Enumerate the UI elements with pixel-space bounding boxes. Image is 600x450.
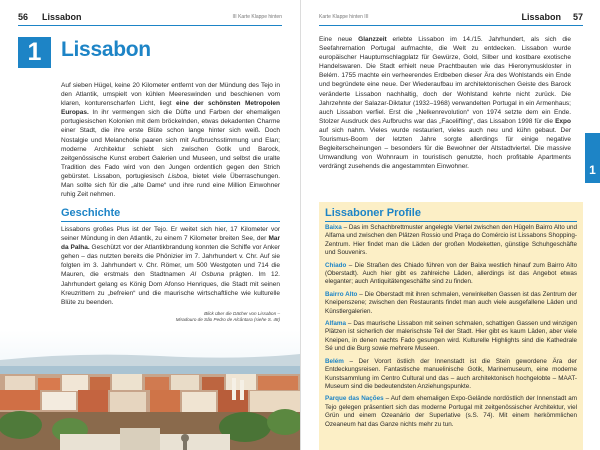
history-heading: Geschichte <box>61 207 121 219</box>
district-name: Alfama <box>325 320 346 328</box>
right-page <box>300 0 600 450</box>
heading-rule <box>61 221 280 222</box>
highlight-text: Glanzzeit <box>358 36 387 43</box>
info-box <box>319 202 583 450</box>
page-header <box>18 10 282 24</box>
header-rule <box>319 25 583 26</box>
history-paragraph: Lissabons großes Plus ist der Tejo. Er weitet sich hier, 17 Kilometer vor seiner Mündung in den Atlantik, zu einem 7 Kilometer breiten See, der Mar da Palha. Geschützt vor der Atlantikbrandung konnten die Schiffe vor Anker gehen – das nutzten bereits die Phönizier im 7. Jahrhundert v. Chr. Auf sie folgten im 3. Jahrhundert v. Chr. Römer, um 500 Westgoten und 714 die Mauren, die erstmals den Stadtnamen Al Osbuna prägten. Im 12. Jahrhundert gelang es König Dom Afonso Henriques, die Stadt mit seinen Kreuzrittern zu „befreien“ und die maurische wirtschaftliche wie kulturelle Blüte zu beenden. <box>61 226 281 306</box>
list-item: Parque das Nações – Auf dem ehemaligen Expo-Gelände nordöstlich der Innenstadt am Tejo gelegen präsentiert sich das moderne Portugal mit zeitgenössischer Architektur, viel Grün und einem Ozeanário der Superlative (s.S. 74). Mit einem herkömmlichen Ozeaneum hat das Ganze nichts mehr zu tun. <box>325 395 577 428</box>
info-box-title: Lissaboner Profile <box>325 207 421 219</box>
highlight-text: Expo <box>555 117 571 125</box>
city-photo <box>0 330 300 450</box>
list-item: Belém – Der Vorort östlich der Innenstadt ist die Stein gewordene Ära der Entdeckungsreisen. Fantastische manuelinische Gotik, Marinemuseum, eine moderne Kunstsammlung im Centro Cultural und das – auch architektonisch hochgelobte – MAAT-Museum sind die bedeutendsten Anziehungspunkte. <box>325 357 577 390</box>
info-box-rule <box>325 221 577 222</box>
history-continued-paragraph: Eine neue Glanzzeit erlebte Lissabon im 14./15. Jahrhundert, als sich die Seefahrernation Portugal aufmachte, die Welt zu entdecken. Lissabon wurde europäischer Hauptumschlagplatz für Gewürze, Gold, Silber und kostbare exotische Handelswaren. Die Stadt erhielt neue Prachtbauten wie das Hieronymuskloster in Belém. 1755 machte ein verheerendes Erdbeben dieser Ära des Wohlstands ein Ende und begründete eine neue. Der Wiederaufbau im architektonischen Geiste des Barock veränderte Lissabon nachhaltig, doch der Wohlstand kehrte nicht zurück. Die Jahrzehnte der Salazar-Diktatur (1932–1968) verwandelten Portugal in ein Armenhaus; auch Lissabon verfiel. Erst die „Nelkenrevolution“ von 1974 setzte dem ein Ende. Stolzer Ausdruck des Aufbruchs war das „Facelifting“, das Lissabon 1998 für die Expo auf sich nahm. Vieles wurde restauriert, vieles auch neu und kühn gebaut. Der Tourismus-Boom der letzten Jahre sorgte allerdings für einige negative Begleiterscheinungen – besonders für die Bewohner der Altstadtviertel. Die massive Umwandlung von Wohnraum in touristisch genutzte, hoch profitable Apartments verdrängt zusehends die angestammten Einwohner. <box>319 36 571 171</box>
section-title: Lissabon <box>42 12 82 22</box>
district-name: Baixa <box>325 224 342 231</box>
photo-caption: Blick über die Dächer von Lissabon – Miradouro de São Pedro de Alcântara (siehe S. 48) <box>175 311 280 323</box>
list-item: Bairro Alto – Die Oberstadt mit ihren schmalen, verwinkelten Gassen ist das Zentrum der Kneipenszene; zwischen den Restaurants findet man auch viele ausgefallene Läden und Künstlergalerien. <box>325 290 577 315</box>
intro-paragraph: Auf sieben Hügel, keine 20 Kilometer entfernt von der Mündung des Tejo in den Atlantik, umspielt von kühlen Meereswinden und beschienen vom klaren, konturenscharfen Licht, liegt eine der schönsten Metropolen Europas. In ihr vermengen sich die Düfte und Farben der ehemaligen portugiesischen Kolonien mit dem bröckelnden, etwas dekadenten Charme einer Stadt, die ihre erste Blüte schon lange hinter sich weiß. Doch Nostalgie und Melancholie paaren sich mit Aufbruchsstimmung und Elan; moderne Architektur schiebt sich zwischen Gotik und Barock, zeitgenössische Kunst erobert Galerien und Museen, und selbst die uralte Tradition des Fado wird von den Jungen ordentlich gegen den Strich gebürstet. Lissabon, portugiesisch Lisboa, bietet viele Überraschungen. Man sollte sich für die „alte Dame“ und ihre rund eine Million Einwohner ruhig Zeit nehmen. <box>61 82 281 199</box>
page-header <box>319 10 583 24</box>
district-name: Belém <box>325 357 344 365</box>
header-rule <box>18 25 282 26</box>
page-number: 56 <box>18 12 29 22</box>
highlight-text: Mar da Palha. <box>61 235 280 252</box>
map-reference: Karte Klappe hinten III <box>319 14 369 20</box>
section-title: Lissabon <box>521 12 561 22</box>
chapter-number-badge: 1 <box>18 37 51 68</box>
map-reference: III Karte Klappe hinten <box>232 14 282 20</box>
district-name: Chiado <box>325 261 347 269</box>
page-number: 57 <box>572 12 583 22</box>
lisbon-rooftops-illustration <box>0 330 300 450</box>
list-item: Alfama – Das maurische Lissabon mit seinen schmalen, schattigen Gassen und winzigen Plätzen ist sicherlich der malerischste Teil der Stadt. Hier gibt es kaum Läden, aber viele Kneipen, in denen nachts Fado gesungen wird. Kulturelle Highlights sind die Kathedrale Sé und die Burg sowie mehrere Museen. <box>325 320 577 353</box>
list-item: Baixa – Das im Schachbrettmuster angelegte Viertel zwischen den Hügeln Bairro Alto und Alfama und zwischen den Plätzen Rossio und Praça do Comércio ist Lissabons Shopping-Zentrum. Hier findet man die Läden der großen Modeketten, günstige Schuhgeschäfte und Souvenirs. <box>325 224 578 257</box>
district-name: Parque das Nações <box>325 395 384 403</box>
chapter-title: Lissabon <box>61 38 151 61</box>
chapter-side-tab: 1 <box>585 133 600 183</box>
highlight-text: eine der schönsten Metropolen Europas. <box>61 100 281 117</box>
list-item: Chiado – Die Straßen des Chiado führen von der Baixa westlich hinauf zum Bairro Alto (Oberstadt). Auch hier gibt es zahlreiche Läden, allerdings ist das Angebot etwas eleganter; auch Antiquitätengeschäfte sind zu finden. <box>325 261 577 286</box>
profile-list <box>325 224 577 433</box>
district-name: Bairro Alto <box>325 290 358 298</box>
